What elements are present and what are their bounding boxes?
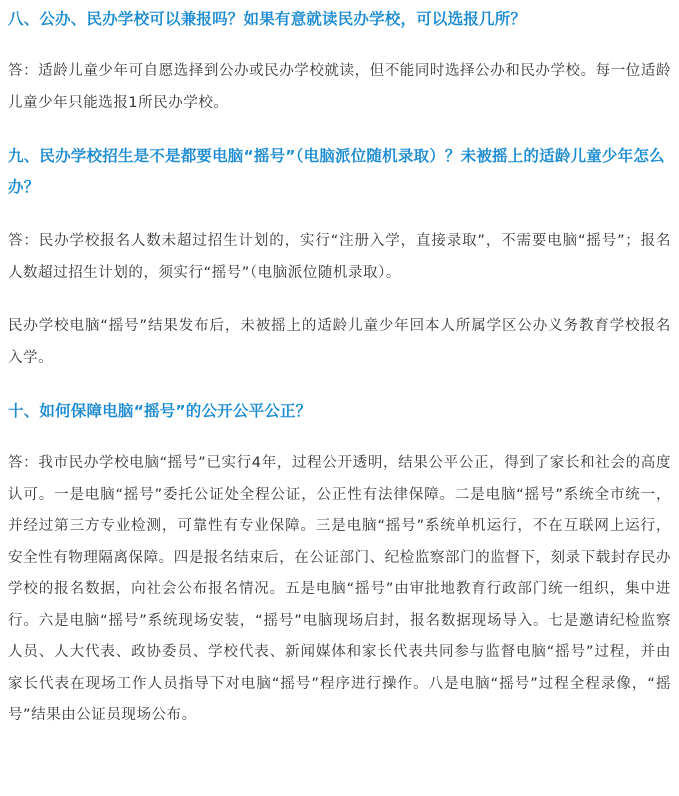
answer-paragraph-10: 答：我市民办学校电脑“摇号”已实行4年，过程公开透明，结果公平公正，得到了家长和社会的高度认可。一是电脑“摇号”委托公证处全程公证，公正性有法律保障。二是电脑“摇号”系统全市统一，并经过第三方专业检测，可靠性有专业保障。三是电脑“摇号”系统单机运行，不在互联网上运行，安全性有物理隔离保障。四是报名结束后，在公证部门、纪检监察部门的监督下，刻录下载封存民办学校的报名数据，向社会公布报名情况。五是电脑“摇号”由审批地教育行政部门统一组织，集中进行。六是电脑“摇号”系统现场安装，“摇号”电脑现场启封，报名数据现场导入。七是邀请纪检监察人员、人大代表、政协委员、学校代表、新闻媒体和家长代表共同参与监督电脑“摇号”过程，并由家长代表在现场工作人员指导下对电脑“摇号”程序进行操作。八是电脑“摇号”过程全程录像，“摇号”结果由公证员现场公布。 [8, 455, 671, 723]
section-heading-10: 十、如何保障电脑“摇号”的公开公平公正？ [8, 402, 312, 420]
answer-paragraph-8: 答：适龄儿童少年可自愿选择到公办或民办学校就读，但不能同时选择公办和民办学校。每一位适龄儿童少年只能选报1所民办学校。 [8, 63, 671, 111]
followup-paragraph-9: 民办学校电脑“摇号”结果发布后，未被摇上的适龄儿童少年回本人所属学区公办义务教育学校报名入学。 [8, 318, 671, 366]
answer-paragraph-9: 答：民办学校报名人数未超过招生计划的，实行“注册入学，直接录取”，不需要电脑“摇号”；报名人数超过招生计划的，须实行“摇号”（电脑派位随机录取）。 [8, 233, 671, 281]
section-heading-9: 九、民办学校招生是不是都要电脑“摇号”（电脑派位随机录取）？未被摇上的适龄儿童少年怎么办？ [8, 147, 665, 196]
section-heading-8: 八、公办、民办学校可以兼报吗？如果有意就读民办学校，可以选报几所？ [8, 10, 527, 28]
